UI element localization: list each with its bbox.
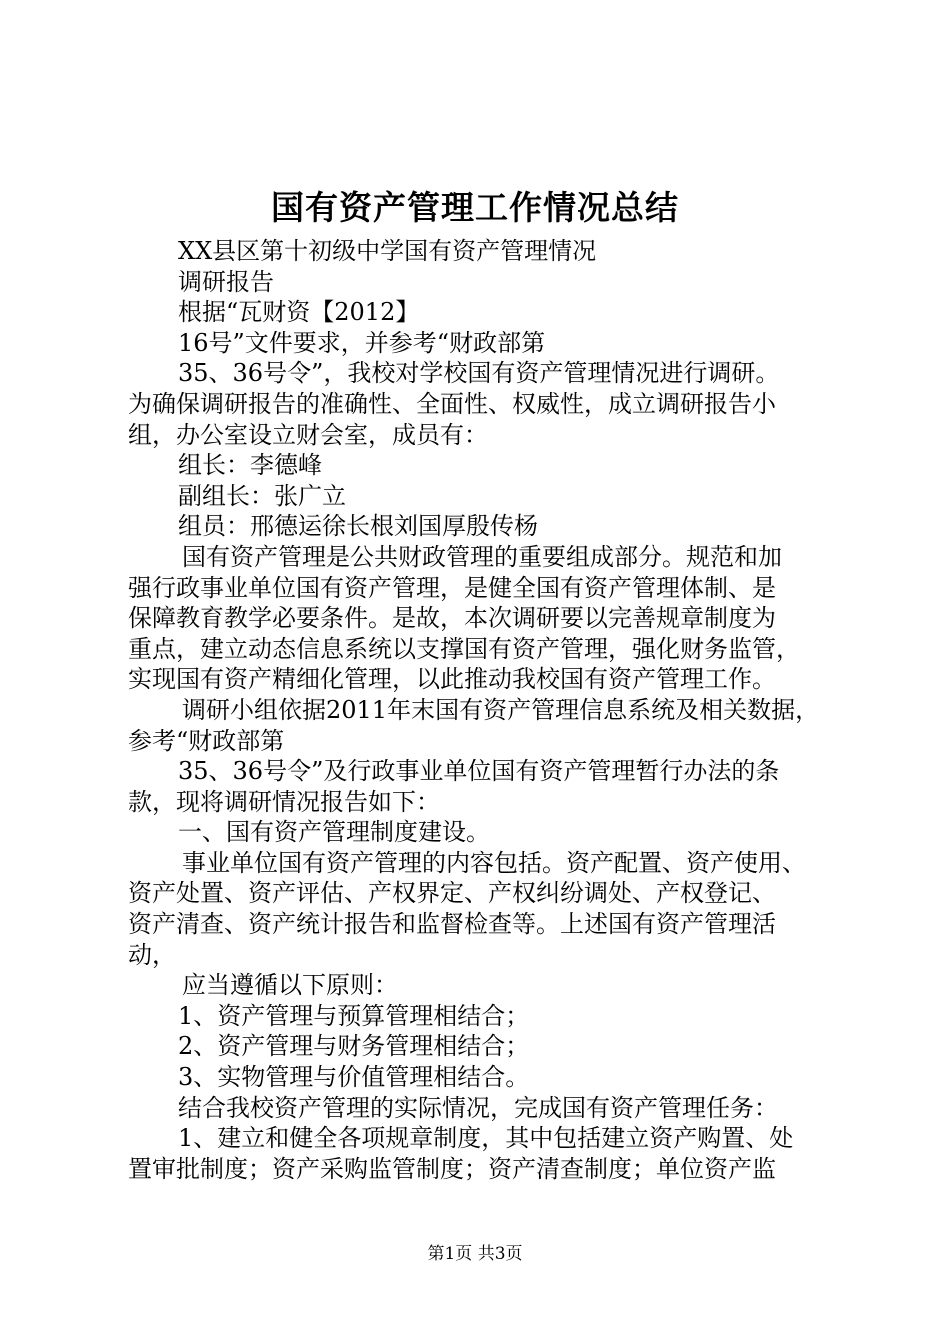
paragraph-line: 强行政事业单位国有资产管理，是健全国有资产管理体制、是	[128, 573, 776, 602]
paragraph-line: 一、国有资产管理制度建设。	[178, 818, 490, 847]
document-title: 国有资产管理工作情况总结	[271, 188, 679, 227]
paragraph-line: 2、资产管理与财务管理相结合；	[178, 1032, 530, 1061]
document-body	[128, 236, 828, 1184]
paragraph-line: 款，现将调研情况报告如下：	[128, 787, 440, 816]
page-footer: 第1页 共3页	[427, 1244, 523, 1264]
paragraph-line: 调研报告	[178, 267, 274, 296]
paragraph-line: 国有资产管理是公共财政管理的重要组成部分。规范和加	[182, 542, 782, 571]
paragraph-line: 为确保调研报告的准确性、全面性、权威性，成立调研报告小	[128, 389, 776, 418]
paragraph-line: 副组长：张广立	[178, 481, 346, 510]
paragraph-line: 动，	[128, 940, 176, 969]
paragraph-line: 3、实物管理与价值管理相结合。	[178, 1063, 530, 1092]
paragraph-line: 35、36号令”，我校对学校国有资产管理情况进行调研。	[178, 359, 780, 388]
paragraph-line: 事业单位国有资产管理的内容包括。资产配置、资产使用、	[182, 848, 806, 877]
paragraph-line: 资产清查、资产统计报告和监督检查等。上述国有资产管理活	[128, 910, 776, 939]
paragraph-line: XX县区第十初级中学国有资产管理情况	[178, 237, 597, 265]
paragraph-line: 16号”文件要求，并参考“财政部第	[178, 328, 546, 357]
paragraph-line: 组，办公室设立财会室，成员有：	[128, 420, 488, 449]
paragraph-line: 置审批制度；资产采购监管制度；资产清查制度；单位资产监	[128, 1154, 776, 1183]
paragraph-line: 35、36号令”及行政事业单位国有资产管理暂行办法的条	[178, 757, 780, 786]
paragraph-line: 结合我校资产管理的实际情况，完成国有资产管理任务：	[178, 1093, 778, 1122]
paragraph-line: 应当遵循以下原则：	[182, 971, 398, 1000]
paragraph-line: 重点，建立动态信息系统以支撑国有资产管理，强化财务监管，	[128, 634, 800, 663]
paragraph-line: 参考“财政部第	[128, 726, 285, 755]
paragraph-line: 组员：邢德运徐长根刘国厚殷传杨	[178, 512, 538, 541]
paragraph-line: 根据“瓦财资【2012】	[178, 298, 420, 327]
paragraph-line: 保障教育教学必要条件。是故，本次调研要以完善规章制度为	[128, 604, 776, 633]
paragraph-line: 1、建立和健全各项规章制度，其中包括建立资产购置、处	[178, 1124, 794, 1153]
paragraph-line: 1、资产管理与预算管理相结合；	[178, 1001, 530, 1030]
paragraph-line: 组长：李德峰	[178, 451, 322, 480]
paragraph-line: 资产处置、资产评估、产权界定、产权纠纷调处、产权登记、	[128, 879, 776, 908]
paragraph-line: 调研小组依据2011年末国有资产管理信息系统及相关数据，	[182, 695, 820, 724]
paragraph-line: 实现国有资产精细化管理，以此推动我校国有资产管理工作。	[128, 665, 776, 694]
